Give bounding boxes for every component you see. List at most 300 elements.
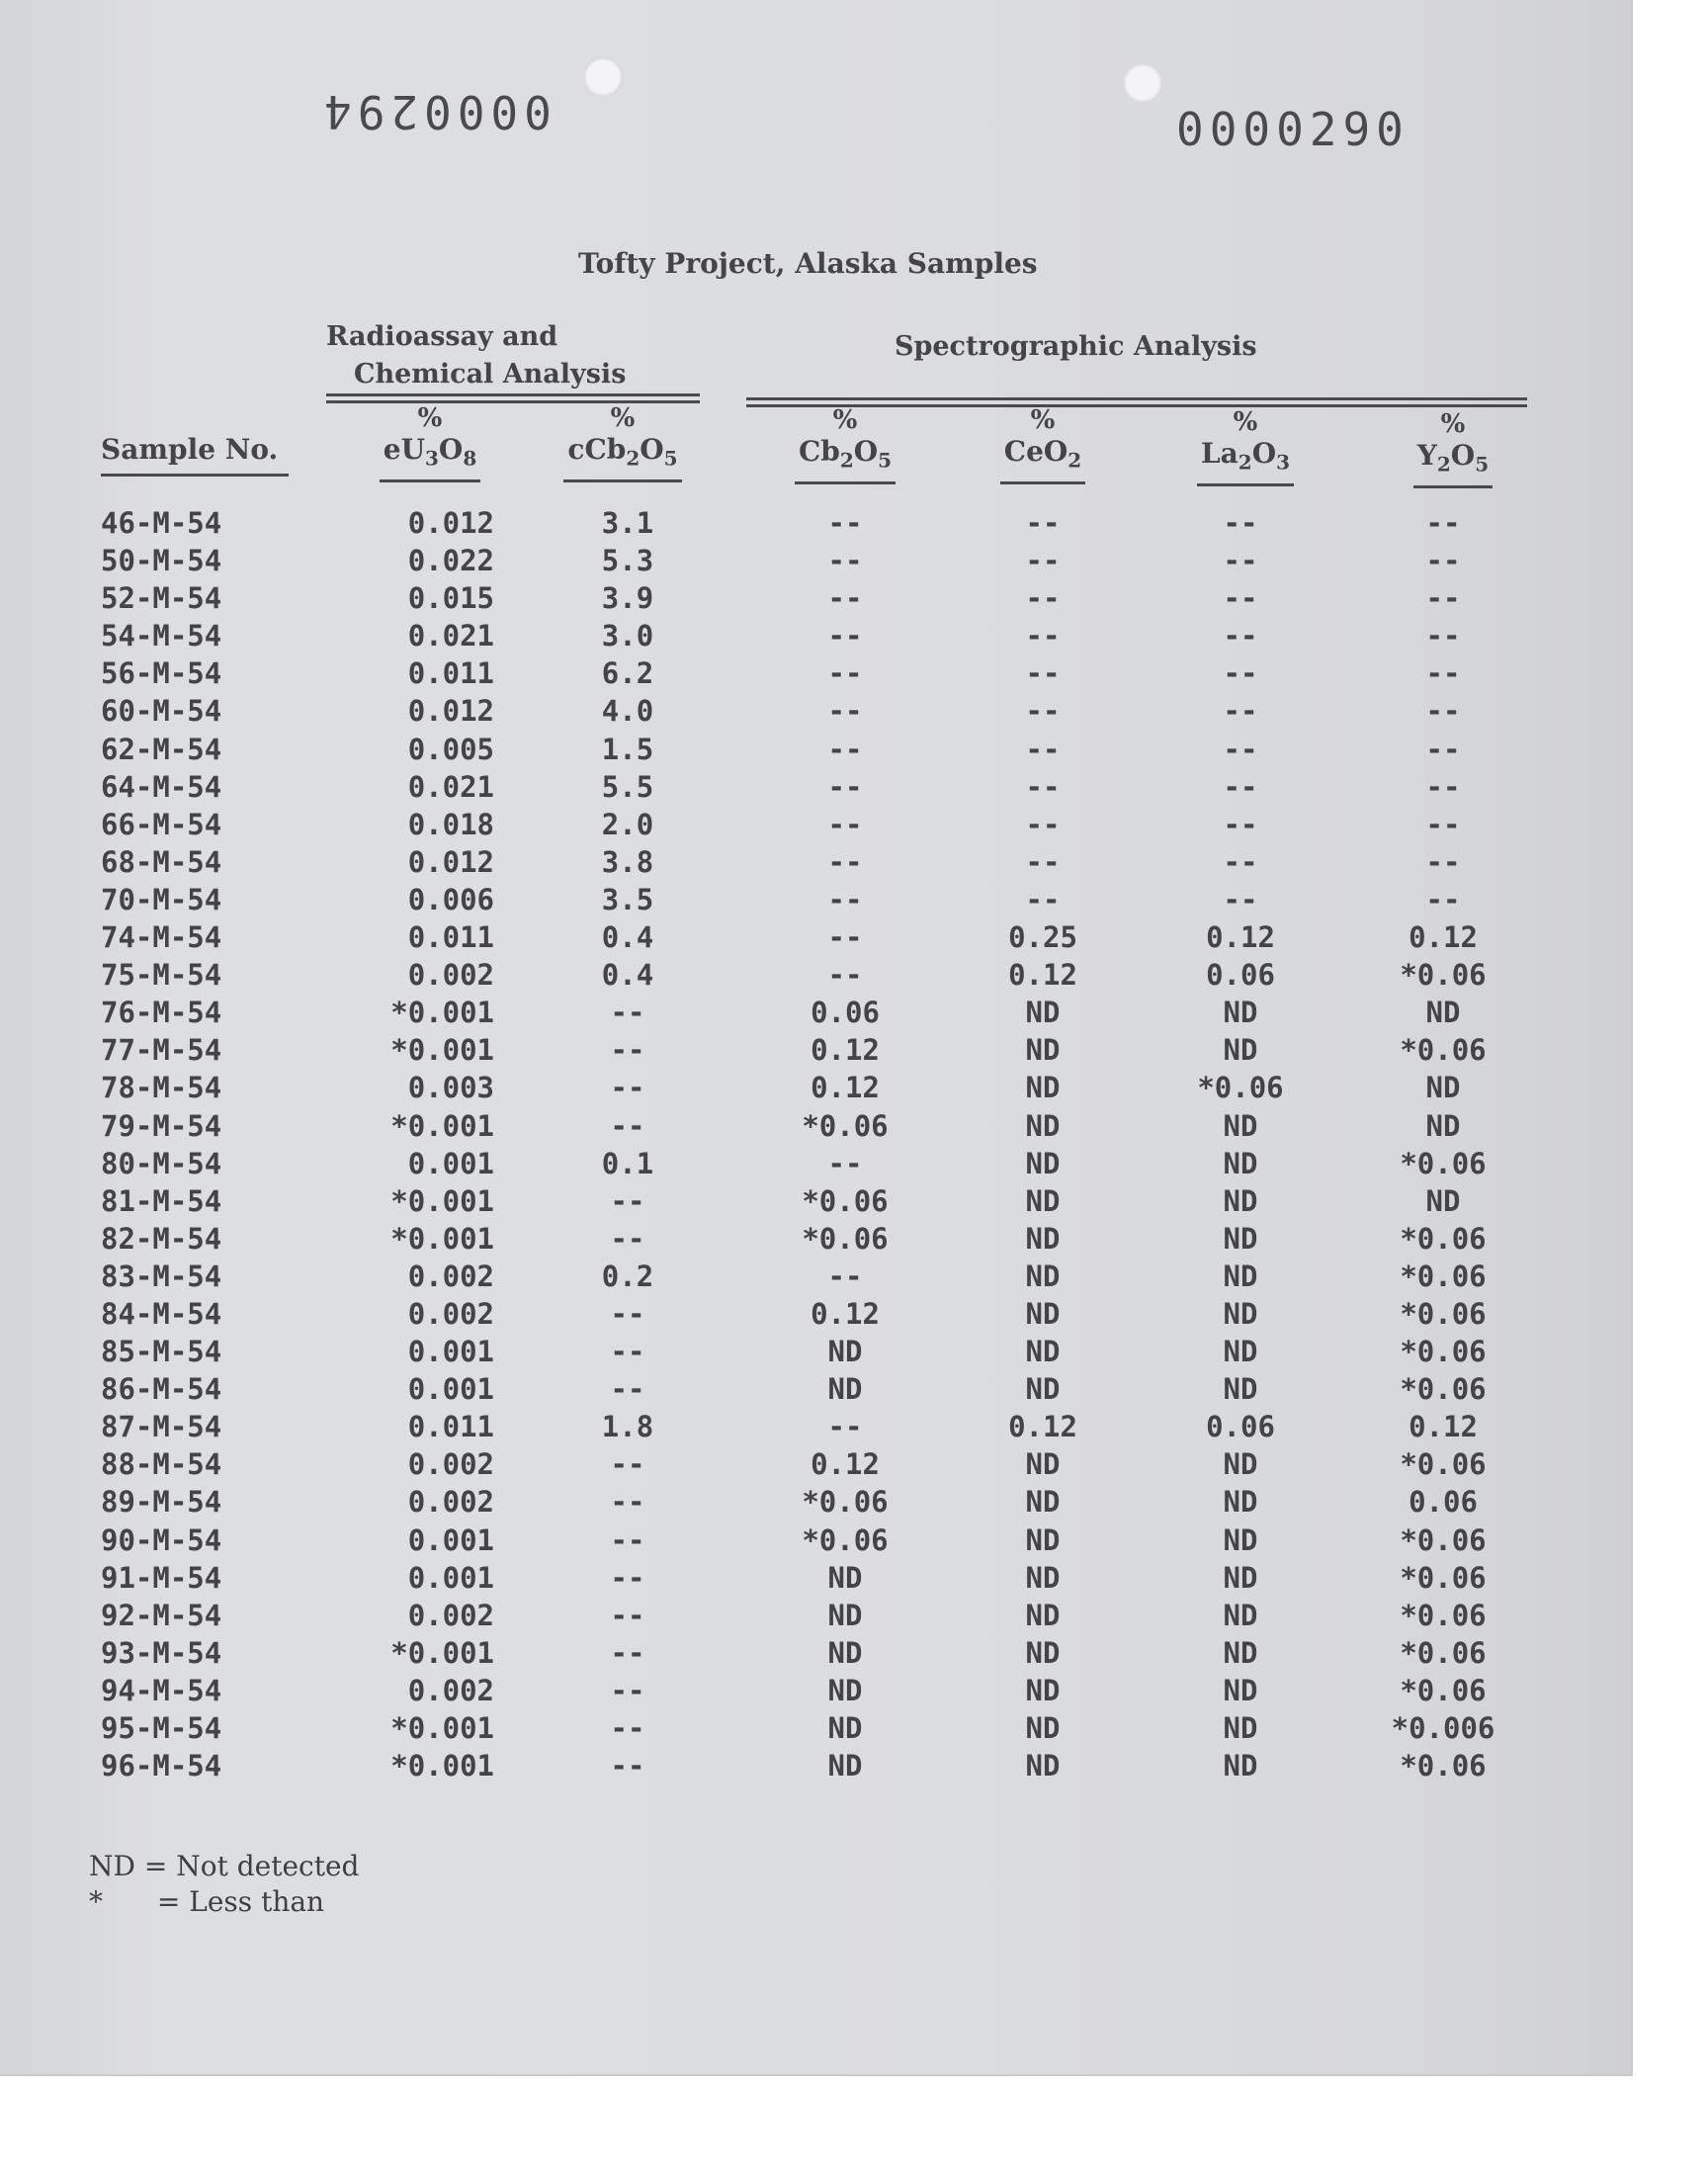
eu3o8-cell: 0.022 [407,544,494,578]
cb2o5-cell: ND [827,1673,863,1707]
y2o5-cell: -- [1425,619,1461,653]
eu3o8-cell: 0.002 [407,1296,494,1331]
cb2o5-cell: *0.06 [802,1522,889,1557]
legend-item-nd [89,1849,359,1884]
y2o5-cell: ND [1425,1071,1461,1105]
column-header-sample-no: Sample No. [101,433,289,477]
table-row [0,1410,1631,1447]
sample-no-cell: 81-M-54 [101,1183,222,1218]
ceo2-cell: ND [1025,1673,1061,1707]
ceo2-cell: -- [1025,656,1061,691]
column-header-cb2o5 [771,405,919,484]
ccb2o5-cell: -- [610,1221,645,1256]
cb2o5-cell: ND [827,1335,863,1369]
y2o5-cell: ND [1425,1183,1461,1218]
eu3o8-cell: 0.002 [407,958,494,993]
la2o3-cell: ND [1223,1033,1258,1068]
ceo2-cell: ND [1025,1749,1061,1784]
ccb2o5-cell: -- [610,1635,645,1670]
ccb2o5-cell: -- [610,1108,645,1143]
cb2o5-cell: 0.12 [811,1447,880,1482]
y2o5-cell: -- [1425,694,1461,729]
cb2o5-cell: -- [827,1410,863,1444]
ceo2-cell: ND [1025,1221,1061,1256]
cb2o5-cell: -- [827,1146,863,1180]
eu3o8-cell: *0.001 [390,1108,494,1143]
document-stamp-right: 0000290 [1176,103,1409,156]
sample-no-cell: 50-M-54 [101,544,222,578]
y2o5-cell: -- [1425,732,1461,766]
table-row [0,1674,1631,1711]
ceo2-cell: ND [1025,1296,1061,1331]
cb2o5-cell: -- [827,920,863,955]
la2o3-cell: ND [1223,1522,1258,1557]
ccb2o5-cell: 1.5 [601,732,654,766]
la2o3-cell: -- [1223,694,1258,729]
table-row [0,1260,1631,1297]
group-header-spectrographic: Spectrographic Analysis [895,331,1257,362]
table-row [0,996,1631,1033]
sample-no-cell: 60-M-54 [101,694,222,729]
table-row [0,1033,1631,1071]
sample-no-cell: 56-M-54 [101,656,222,691]
ceo2-cell: 0.12 [1008,1410,1077,1444]
column-name-y2o5: $Y_2O_5$ [1413,439,1493,488]
ccb2o5-cell: -- [610,1335,645,1369]
sample-no-cell: 92-M-54 [101,1598,222,1632]
table-row [0,1599,1631,1636]
cb2o5-cell: ND [827,1749,863,1784]
cb2o5-cell: 0.12 [811,1033,880,1068]
table-row [0,1711,1631,1749]
sample-table-body [0,506,1631,1786]
y2o5-cell: -- [1425,506,1461,540]
ceo2-cell: -- [1025,544,1061,578]
cb2o5-cell: ND [827,1711,863,1745]
table-row [0,1335,1631,1372]
table-row [0,581,1631,619]
ceo2-cell: -- [1025,882,1061,916]
page-title: Tofty Project, Alaska Samples [578,247,1038,280]
ccb2o5-cell: 0.1 [601,1146,654,1180]
sample-no-cell: 93-M-54 [101,1635,222,1670]
la2o3-cell: -- [1223,807,1258,841]
ceo2-cell: -- [1025,619,1061,653]
ceo2-cell: ND [1025,1447,1061,1482]
ccb2o5-cell: 0.4 [601,958,654,993]
y2o5-cell: -- [1425,882,1461,916]
sample-no-cell: 84-M-54 [101,1296,222,1331]
eu3o8-cell: 0.012 [407,844,494,879]
y2o5-cell: -- [1425,769,1461,804]
la2o3-cell: 0.12 [1206,920,1275,955]
cb2o5-cell: 0.12 [811,1071,880,1105]
eu3o8-cell: 0.002 [407,1447,494,1482]
cb2o5-cell: -- [827,619,863,653]
y2o5-cell: *0.06 [1400,1598,1487,1632]
table-row [0,1372,1631,1410]
column-unit-percent: % [1030,405,1056,435]
table-row [0,1147,1631,1184]
column-unit-percent: % [417,403,443,433]
punch-hole-left [583,57,623,97]
cb2o5-cell: -- [827,769,863,804]
la2o3-cell: 0.06 [1206,958,1275,993]
cb2o5-cell: -- [827,844,863,879]
column-unit-percent: % [610,403,636,433]
ceo2-cell: 0.25 [1008,920,1077,955]
ceo2-cell: ND [1025,1183,1061,1218]
cb2o5-cell: -- [827,882,863,916]
la2o3-cell: ND [1223,1635,1258,1670]
cb2o5-cell: *0.06 [802,1221,889,1256]
table-row [0,1636,1631,1674]
group-header-radioassay-line1: Radioassay and [326,321,558,352]
eu3o8-cell: 0.001 [407,1335,494,1369]
y2o5-cell: *0.06 [1400,1146,1487,1180]
ceo2-cell: ND [1025,1522,1061,1557]
column-header-ccb2o5 [544,403,702,482]
sample-no-cell: 62-M-54 [101,732,222,766]
la2o3-cell: ND [1223,1221,1258,1256]
ceo2-cell: ND [1025,1560,1061,1595]
ceo2-cell: ND [1025,1598,1061,1632]
la2o3-cell: ND [1223,1749,1258,1784]
cb2o5-cell: 0.06 [811,996,880,1030]
eu3o8-cell: 0.001 [407,1522,494,1557]
column-unit-percent: % [1440,409,1466,439]
cb2o5-cell: -- [827,544,863,578]
ceo2-cell: ND [1025,1372,1061,1407]
sample-no-cell: 74-M-54 [101,920,222,955]
ceo2-cell: ND [1025,1711,1061,1745]
la2o3-cell: ND [1223,1183,1258,1218]
table-row [0,920,1631,958]
ccb2o5-cell: -- [610,1560,645,1595]
y2o5-cell: *0.06 [1400,1749,1487,1784]
column-unit-percent: % [832,405,858,435]
sample-no-cell: 75-M-54 [101,958,222,993]
table-row [0,544,1631,581]
y2o5-cell: *0.06 [1400,1259,1487,1293]
sample-no-cell: 54-M-54 [101,619,222,653]
sample-no-cell: 94-M-54 [101,1673,222,1707]
ceo2-cell: -- [1025,732,1061,766]
table-row [0,1749,1631,1786]
cb2o5-cell: ND [827,1598,863,1632]
la2o3-cell: -- [1223,656,1258,691]
ceo2-cell: ND [1025,1071,1061,1105]
table-row [0,656,1631,694]
ccb2o5-cell: 3.9 [601,581,654,616]
sample-no-cell: 78-M-54 [101,1071,222,1105]
la2o3-cell: ND [1223,1711,1258,1745]
cb2o5-cell: -- [827,581,863,616]
ccb2o5-cell: 1.8 [601,1410,654,1444]
ccb2o5-cell: 5.5 [601,769,654,804]
eu3o8-cell: 0.015 [407,581,494,616]
la2o3-cell: ND [1223,1673,1258,1707]
table-row [0,1222,1631,1260]
ceo2-cell: ND [1025,1108,1061,1143]
table-row [0,619,1631,656]
y2o5-cell: 0.12 [1409,920,1478,955]
y2o5-cell: *0.006 [1391,1711,1495,1745]
ceo2-cell: -- [1025,844,1061,879]
la2o3-cell: -- [1223,506,1258,540]
eu3o8-cell: 0.012 [407,506,494,540]
ccb2o5-cell: -- [610,1711,645,1745]
la2o3-cell: ND [1223,1372,1258,1407]
ceo2-cell: ND [1025,1259,1061,1293]
legend [89,1849,359,1920]
ceo2-cell: -- [1025,506,1061,540]
table-row [0,1447,1631,1485]
group-header-radioassay [306,318,702,393]
ccb2o5-cell: -- [610,1749,645,1784]
cb2o5-cell: *0.06 [802,1183,889,1218]
eu3o8-cell: 0.006 [407,882,494,916]
ceo2-cell: -- [1025,694,1061,729]
table-row [0,694,1631,732]
sample-no-cell: 46-M-54 [101,506,222,540]
y2o5-cell: *0.06 [1400,1522,1487,1557]
column-name-ceo2: CeO$_2$ [1000,435,1085,484]
sample-no-cell: 87-M-54 [101,1410,222,1444]
table-row [0,770,1631,808]
y2o5-cell: -- [1425,844,1461,879]
sample-no-cell: 66-M-54 [101,807,222,841]
column-unit-percent: % [1233,407,1258,437]
la2o3-cell: ND [1223,1560,1258,1595]
y2o5-cell: *0.06 [1400,1447,1487,1482]
y2o5-cell: -- [1425,656,1461,691]
ccb2o5-cell: 3.1 [601,506,654,540]
sample-no-cell: 64-M-54 [101,769,222,804]
y2o5-cell: *0.06 [1400,1221,1487,1256]
table-row [0,1561,1631,1599]
eu3o8-cell: *0.001 [390,1221,494,1256]
cb2o5-cell: ND [827,1635,863,1670]
group-header-radioassay-line2: Chemical Analysis [354,359,627,390]
eu3o8-cell: 0.001 [407,1146,494,1180]
sample-no-cell: 89-M-54 [101,1485,222,1520]
la2o3-cell: -- [1223,844,1258,879]
legend-symbol-nd: ND [89,1850,135,1882]
ccb2o5-cell: 6.2 [601,656,654,691]
la2o3-cell: ND [1223,1447,1258,1482]
eu3o8-cell: 0.012 [407,694,494,729]
ccb2o5-cell: 2.0 [601,807,654,841]
punch-hole-right [1123,63,1162,103]
ccb2o5-cell: -- [610,1071,645,1105]
la2o3-cell: ND [1223,996,1258,1030]
ceo2-cell: ND [1025,1033,1061,1068]
table-row [0,1523,1631,1561]
table-row [0,506,1631,544]
ccb2o5-cell: -- [610,1673,645,1707]
eu3o8-cell: 0.001 [407,1372,494,1407]
eu3o8-cell: 0.002 [407,1259,494,1293]
sample-no-cell: 83-M-54 [101,1259,222,1293]
cb2o5-cell: *0.06 [802,1485,889,1520]
eu3o8-cell: 0.021 [407,619,494,653]
sample-no-cell: 70-M-54 [101,882,222,916]
y2o5-cell: *0.06 [1400,1296,1487,1331]
table-row [0,883,1631,920]
y2o5-cell: 0.12 [1409,1410,1478,1444]
table-row [0,1184,1631,1222]
la2o3-cell: -- [1223,581,1258,616]
eu3o8-cell: 0.021 [407,769,494,804]
la2o3-cell: ND [1223,1108,1258,1143]
ccb2o5-cell: -- [610,1522,645,1557]
ccb2o5-cell: -- [610,1447,645,1482]
ccb2o5-cell: -- [610,1033,645,1068]
sample-no-cell: 88-M-54 [101,1447,222,1482]
ceo2-cell: ND [1025,1335,1061,1369]
y2o5-cell: *0.06 [1400,1673,1487,1707]
sample-no-cell: 90-M-54 [101,1522,222,1557]
column-header-la2o3 [1166,407,1324,486]
radioassay-rule-top [326,393,700,396]
ccb2o5-cell: -- [610,1372,645,1407]
ceo2-cell: -- [1025,581,1061,616]
sample-no-cell: 85-M-54 [101,1335,222,1369]
document-stamp-left: 0000294 [318,85,552,138]
legend-text-star: = Less than [156,1885,325,1918]
la2o3-cell: ND [1223,1146,1258,1180]
column-name-ccb2o5: $cCb_2O_5$ [563,433,681,482]
ccb2o5-cell: -- [610,996,645,1030]
eu3o8-cell: 0.011 [407,656,494,691]
eu3o8-cell: 0.002 [407,1485,494,1520]
eu3o8-cell: 0.001 [407,1560,494,1595]
y2o5-cell: ND [1425,996,1461,1030]
y2o5-cell: *0.06 [1400,1635,1487,1670]
ccb2o5-cell: -- [610,1296,645,1331]
cb2o5-cell: *0.06 [802,1108,889,1143]
la2o3-cell: ND [1223,1485,1258,1520]
ceo2-cell: ND [1025,1146,1061,1180]
legend-symbol-star: * [89,1885,103,1918]
table-row [0,1109,1631,1147]
ccb2o5-cell: -- [610,1183,645,1218]
legend-item-star [89,1884,359,1920]
la2o3-cell: ND [1223,1259,1258,1293]
table-row [0,958,1631,996]
table-row [0,1297,1631,1335]
eu3o8-cell: *0.001 [390,996,494,1030]
cb2o5-cell: -- [827,506,863,540]
ceo2-cell: ND [1025,1635,1061,1670]
column-name-eu3o8: $eU_3O_8$ [380,433,480,482]
eu3o8-cell: *0.001 [390,1711,494,1745]
la2o3-cell: -- [1223,769,1258,804]
column-header-y2o5 [1379,409,1527,488]
column-name-cb2o5: $Cb_2O_5$ [795,435,896,484]
ccb2o5-cell: 3.5 [601,882,654,916]
sample-no-cell: 76-M-54 [101,996,222,1030]
y2o5-cell: ND [1425,1108,1461,1143]
eu3o8-cell: *0.001 [390,1635,494,1670]
sample-no-cell: 82-M-54 [101,1221,222,1256]
sample-no-cell: 68-M-54 [101,844,222,879]
sample-no-cell: 80-M-54 [101,1146,222,1180]
y2o5-cell: *0.06 [1400,958,1487,993]
sample-no-cell: 91-M-54 [101,1560,222,1595]
ccb2o5-cell: 0.2 [601,1259,654,1293]
ccb2o5-cell: 4.0 [601,694,654,729]
table-row [0,733,1631,770]
cb2o5-cell: -- [827,807,863,841]
eu3o8-cell: 0.003 [407,1071,494,1105]
eu3o8-cell: *0.001 [390,1033,494,1068]
sample-no-cell: 95-M-54 [101,1711,222,1745]
eu3o8-cell: 0.011 [407,920,494,955]
cb2o5-cell: -- [827,656,863,691]
la2o3-cell: -- [1223,544,1258,578]
eu3o8-cell: 0.005 [407,732,494,766]
table-row [0,1071,1631,1108]
ccb2o5-cell: -- [610,1485,645,1520]
y2o5-cell: *0.06 [1400,1335,1487,1369]
column-header-ceo2 [969,405,1117,484]
eu3o8-cell: 0.002 [407,1598,494,1632]
cb2o5-cell: 0.12 [811,1296,880,1331]
sample-no-cell: 77-M-54 [101,1033,222,1068]
y2o5-cell: *0.06 [1400,1372,1487,1407]
cb2o5-cell: ND [827,1560,863,1595]
spectro-rule-top [746,397,1527,400]
ceo2-cell: ND [1025,996,1061,1030]
eu3o8-cell: 0.011 [407,1410,494,1444]
y2o5-cell: -- [1425,544,1461,578]
sample-no-cell: 86-M-54 [101,1372,222,1407]
la2o3-cell: -- [1223,882,1258,916]
ceo2-cell: 0.12 [1008,958,1077,993]
cb2o5-cell: -- [827,694,863,729]
sample-no-cell: 79-M-54 [101,1108,222,1143]
la2o3-cell: ND [1223,1335,1258,1369]
ceo2-cell: ND [1025,1485,1061,1520]
la2o3-cell: *0.06 [1197,1071,1284,1105]
ccb2o5-cell: -- [610,1598,645,1632]
y2o5-cell: 0.06 [1409,1485,1478,1520]
ccb2o5-cell: 3.8 [601,844,654,879]
column-name-la2o3: $La_2O_3$ [1197,437,1294,486]
eu3o8-cell: 0.002 [407,1673,494,1707]
la2o3-cell: -- [1223,732,1258,766]
y2o5-cell: *0.06 [1400,1560,1487,1595]
table-row [0,808,1631,845]
eu3o8-cell: *0.001 [390,1749,494,1784]
ccb2o5-cell: 5.3 [601,544,654,578]
eu3o8-cell: *0.001 [390,1183,494,1218]
la2o3-cell: ND [1223,1296,1258,1331]
cb2o5-cell: -- [827,958,863,993]
table-row [0,845,1631,883]
table-row [0,1485,1631,1522]
sample-no-cell: 96-M-54 [101,1749,222,1784]
la2o3-cell: -- [1223,619,1258,653]
eu3o8-cell: 0.018 [407,807,494,841]
y2o5-cell: -- [1425,807,1461,841]
y2o5-cell: *0.06 [1400,1033,1487,1068]
la2o3-cell: ND [1223,1598,1258,1632]
ccb2o5-cell: 3.0 [601,619,654,653]
ceo2-cell: -- [1025,807,1061,841]
